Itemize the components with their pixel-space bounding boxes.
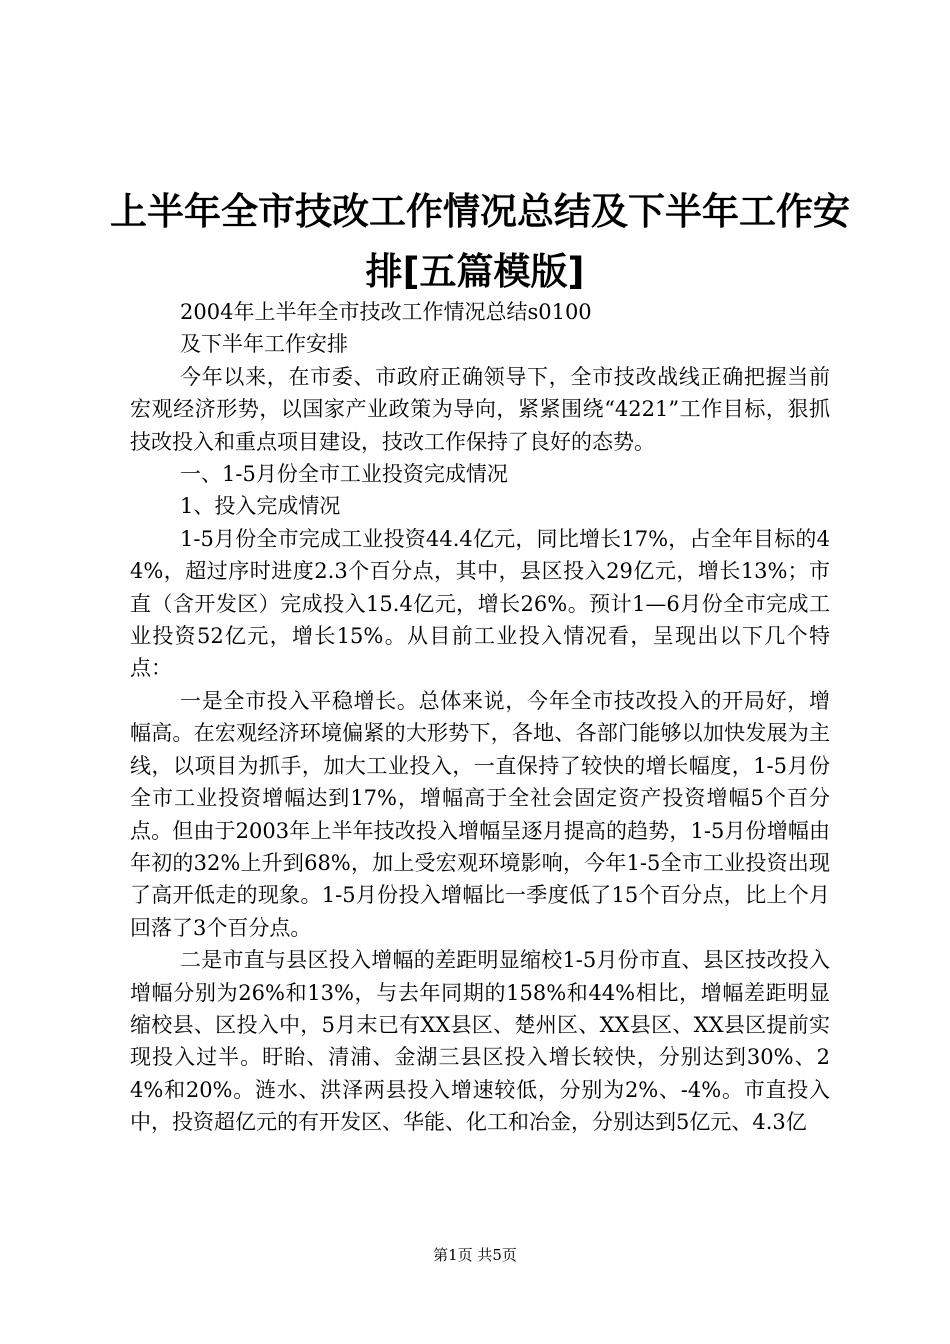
investment-summary-paragraph: 1-5月份全市完成工业投资44.4亿元，同比增长17%，占全年目标的44%，超过序时进度2.3个百分点，其中，县区投入29亿元，增长13%；市直（含开发区）完成投入15.4亿元，增长26%。预计1—6月份全市完成工业投资52亿元，增长15%。从目前工业投入情况看，呈现出以下几个特点： — [130, 526, 830, 681]
subtitle-line-2: 及下半年工作安排 — [180, 332, 348, 357]
title-line-1: 上半年全市技改工作情况总结及下半年工作安 — [110, 190, 850, 233]
page-footer: 第1页 共5页 — [433, 1246, 517, 1264]
subsection-heading: 1、投入完成情况 — [180, 494, 341, 519]
title-line-2: 排[五篇模版] — [365, 250, 585, 293]
subtitle-line-1: 2004年上半年全市技改工作情况总结s0100 — [180, 300, 592, 324]
section-heading: 一、1-5月份全市工业投资完成情况 — [180, 462, 508, 487]
intro-paragraph: 今年以来，在市委、市政府正确领导下，全市技改战线正确把握当前宏观经济形势，以国家产业政策为导向，紧紧围绕“4221”工作目标，狠抓技改投入和重点项目建设，技改工作保持了良好的态势。 — [130, 364, 830, 454]
document-body — [130, 296, 830, 1139]
point-one-paragraph: 一是全市投入平稳增长。总体来说，今年全市技改投入的开局好，增幅高。在宏观经济环境偏紧的大形势下，各地、各部门能够以加快发展为主线，以项目为抓手，加大工业投入，一直保持了较快的增长幅度，1-5月份全市工业投资增幅达到17%，增幅高于全社会固定资产投资增幅5个百分点。但由于2003年上半年技改投入增幅呈逐月提高的趋势，1-5月份增幅由年初的32%上升到68%，加上受宏观环境影响，今年1-5全市工业投资出现了高开低走的现象。1-5月份投入增幅比一季度低了15个百分点，比上个月回落了3个百分点。 — [130, 688, 830, 940]
document-title — [110, 182, 850, 302]
point-two-paragraph: 二是市直与县区投入增幅的差距明显缩校1-5月份市直、县区技改投入增幅分别为26%和13%，与去年同期的158%和44%相比，增幅差距明显缩校县、区投入中，5月末已有XX县区、楚州区、XX县区、XX县区提前实现投入过半。盱眙、清浦、金湖三县区投入增长较快，分别达到30%、24%和20%。涟水、洪泽两县投入增速较低，分别为2%、-4%。市直投入中，投资超亿元的有开发区、华能、化工和冶金，分别达到5亿元、4.3亿 — [130, 948, 830, 1135]
